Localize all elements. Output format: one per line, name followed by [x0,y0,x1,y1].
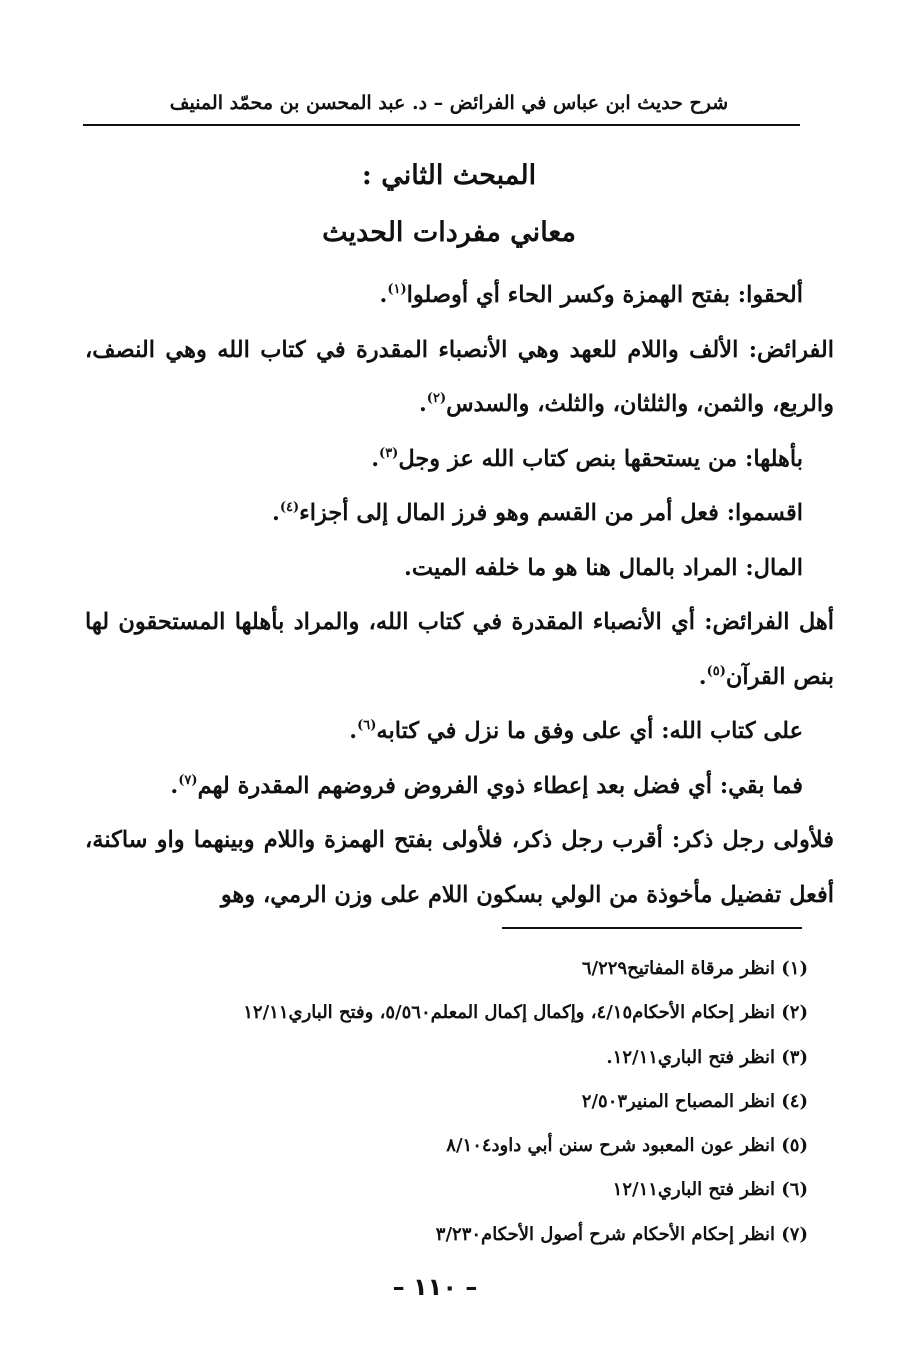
footnote-ref[interactable]: (٢) [426,391,447,406]
body-text [85,268,834,922]
footnote-6: (٦) انظر فتح الباري١٢/١١ [612,1179,808,1201]
paragraph-term: على كتاب الله: [661,718,803,744]
paragraph-term: فلأولى رجل ذكر: [671,827,834,853]
paragraph-end: . [418,391,427,417]
section-subheading: معاني مفردات الحديث [322,217,576,248]
paragraph-term: بأهلها: [745,445,803,472]
paragraph-text: أي فضل بعد إعطاء ذوي الفروض فروضهم المقدرة لهم [197,772,720,799]
footnote-2: (٢) انظر إحكام الأحكام٤/١٥، وإكمال إكمال المعلم٥/٥٦٠، وفتح الباري١٢/١١ [243,1002,808,1024]
paragraph-end: . [698,663,707,690]
paragraph-end: . [371,445,380,472]
paragraph-alhiqu [85,268,803,323]
footnote-divider [502,927,802,929]
paragraph-ala-kitab-allah [85,704,803,759]
paragraph-falawla [85,813,834,922]
footnote-1: (١) انظر مرقاة المفاتيح٦/٢٢٩ [581,958,808,979]
paragraph-term: ألحقوا: [737,282,803,308]
paragraph-term: اقسموا: [726,500,803,526]
paragraph-text: من يستحقها بنص كتاب الله عز وجل [398,445,746,472]
footnote-5: (٥) انظر عون المعبود شرح سنن أبي داود٨/١٠٤ [446,1135,808,1157]
paragraph-term: الفرائض: [748,336,834,363]
paragraph-ahl-alfaraid [85,595,834,704]
paragraph-end: . [272,500,280,526]
paragraph-term: فما بقي: [719,772,803,799]
footnotes [148,947,808,1257]
paragraph-uqsimu [85,486,803,541]
header-divider [83,124,800,126]
paragraph-text: بفتح الهمزة وكسر الحاء أي أوصلوا [406,282,738,308]
paragraph-alfaraid [85,323,834,432]
paragraph-text: المراد بالمال هنا هو ما خلفه الميت. [404,554,746,581]
footnote-ref[interactable]: (٥) [706,663,726,679]
paragraph-end: . [349,718,358,744]
page-number: – ١١٠ – [392,1273,478,1301]
footnote-ref[interactable]: (٤) [279,500,300,515]
footnote-ref[interactable]: (٣) [379,445,399,461]
footnote-ref[interactable]: (٦) [357,718,377,733]
paragraph-end: . [379,282,388,308]
paragraph-fama-baqiya [85,759,803,814]
paragraph-text: أي على وفق ما نزل في كتابه [376,718,662,744]
footnote-ref[interactable]: (٧) [178,772,198,788]
running-header: شرح حديث ابن عباس في الفرائض – د. عبد المحسن بن محمّد المنيف [169,92,729,114]
paragraph-term: أهل الفرائض: [704,609,834,635]
footnote-ref[interactable]: (١) [387,282,407,297]
paragraph-text: فعل أمر من القسم وهو فرز المال إلى أجزاء [299,500,727,526]
paragraph-text: أي الأنصباء المقدرة في كتاب الله، والمراد بأهلها المستحقون لها بنص القرآن [85,609,834,690]
paragraph-text: أقرب رجل ذكر، فلأولى بفتح الهمزة واللام وبينهما واو ساكنة، أفعل تفضيل مأخوذة من الولي بسكون اللام على وزن الرمي، وهو [85,827,834,908]
paragraph-term: المال: [745,554,803,581]
paragraph-almal [85,541,803,596]
section-heading: المبحث الثاني : [361,160,537,191]
paragraph-text: الألف واللام للعهد وهي الأنصباء المقدرة في كتاب الله وهي النصف، والربع، والثمن، والثلثان، والثلث، والسدس [85,336,834,417]
footnote-7: (٧) انظر إحكام الأحكام شرح أصول الأحكام٣/٢٣٠ [435,1223,808,1245]
footnote-4: (٤) انظر المصباح المنير٢/٥٠٣ [581,1090,808,1112]
paragraph-biahliha [85,432,803,487]
paragraph-end: . [170,772,179,799]
footnote-3: (٣) انظر فتح الباري١٢/١١. [606,1046,808,1068]
